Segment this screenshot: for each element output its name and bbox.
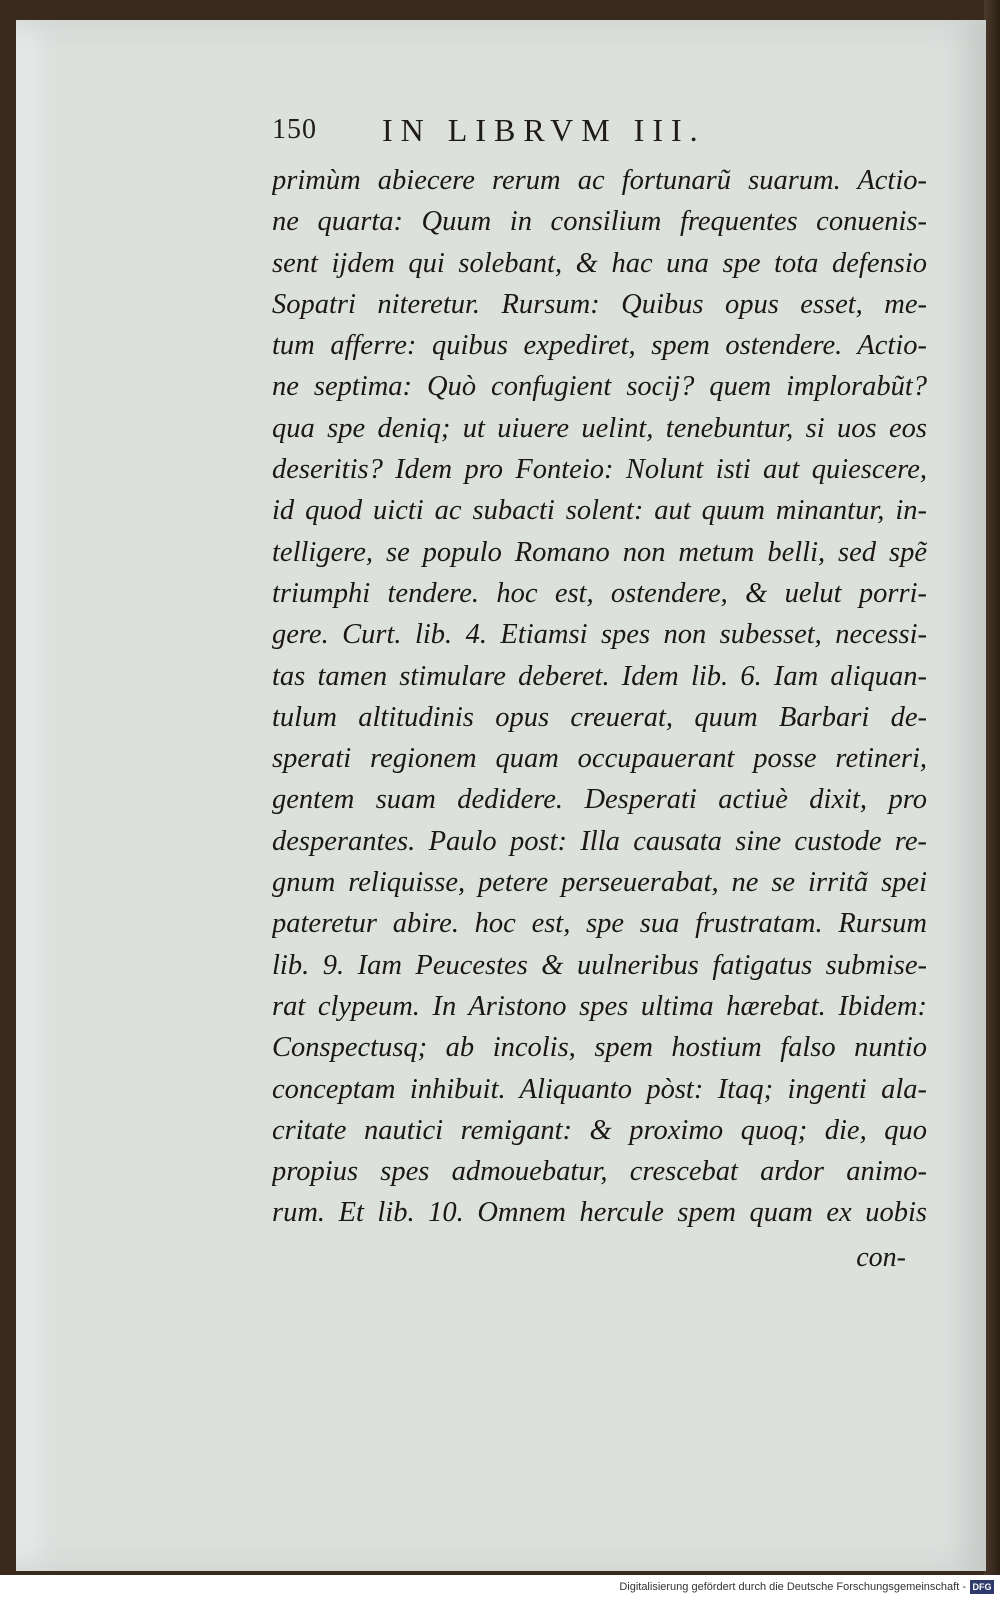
catchword: con-: [856, 1242, 906, 1273]
text-line: ne quarta: Quum in consilium frequentes conuenis-: [272, 206, 927, 238]
text-line: conceptam inhibuit. Aliquanto pòst: Itaq; ingenti ala-: [272, 1073, 927, 1105]
text-line: gentem suam dedidere. Desperati actiuè dixit, pro: [272, 784, 927, 816]
running-head: IN LIBRVM III.: [382, 112, 706, 148]
digitization-footer: [0, 1577, 1000, 1599]
text-line: pateretur abire. hoc est, spe sua frustratam. Rursum: [272, 908, 927, 940]
text-line: qua spe deniq; ut uiuere uelint, tenebuntur, si uos eos: [272, 412, 927, 444]
text-line: tum afferre: quibus expediret, spem ostendere. Actio-: [272, 330, 927, 362]
text-line: sent ijdem qui solebant, & hac una spe tota defensio: [272, 247, 927, 279]
text-line: sperati regionem quam occupauerant posse retineri,: [272, 743, 927, 775]
text-line: gnum reliquisse, petere perseuerabat, ne se irritã spei: [272, 867, 927, 899]
text-line: Sopatri niteretur. Rursum: Quibus opus esset, me-: [272, 288, 927, 320]
text-line: tas tamen stimulare deberet. Idem lib. 6. Iam aliquan-: [272, 660, 927, 692]
dfg-logo-icon: DFG: [970, 1580, 994, 1594]
text-line: rat clypeum. In Aristono spes ultima hærebat. Ibidem:: [272, 990, 927, 1022]
body-text: [272, 160, 927, 1234]
text-line: triumphi tendere. hoc est, ostendere, & uelut porri-: [272, 577, 927, 609]
text-line: rum. Et lib. 10. Omnem hercule spem quam ex uobis: [272, 1197, 927, 1229]
text-line: ne septima: Quò confugient socij? quem implorabũt?: [272, 371, 927, 403]
book-edge: [984, 0, 1000, 1575]
text-line: gere. Curt. lib. 4. Etiamsi spes non subesset, necessi-: [272, 619, 927, 651]
text-line: tulum altitudinis opus creuerat, quum Barbari de-: [272, 701, 927, 733]
text-line: deseritis? Idem pro Fonteio: Nolunt isti aut quiescere,: [272, 454, 927, 486]
text-line: Conspectusq; ab incolis, spem hostium falso nuntio: [272, 1032, 927, 1064]
text-line: desperantes. Paulo post: Illa causata sine custode re-: [272, 825, 927, 857]
text-line: id quod uicti ac subacti solent: aut quum minantur, in-: [272, 495, 927, 527]
text-line: primùm abiecere rerum ac fortunarũ suarum. Actio-: [272, 165, 927, 196]
page-number: 150: [272, 114, 317, 145]
text-line: propius spes admouebatur, crescebat ardor animo-: [272, 1156, 927, 1188]
text-line: critate nautici remigant: & proximo quoq; die, quo: [272, 1114, 927, 1146]
footer-credit: Digitalisierung gefördert durch die Deutsche Forschungsgemeinschaft -: [619, 1581, 966, 1593]
page-header: [272, 112, 922, 152]
text-line: lib. 9. Iam Peucestes & uulneribus fatigatus submise-: [272, 949, 927, 981]
text-line: telligere, se populo Romano non metum belli, sed spẽ: [272, 536, 927, 568]
